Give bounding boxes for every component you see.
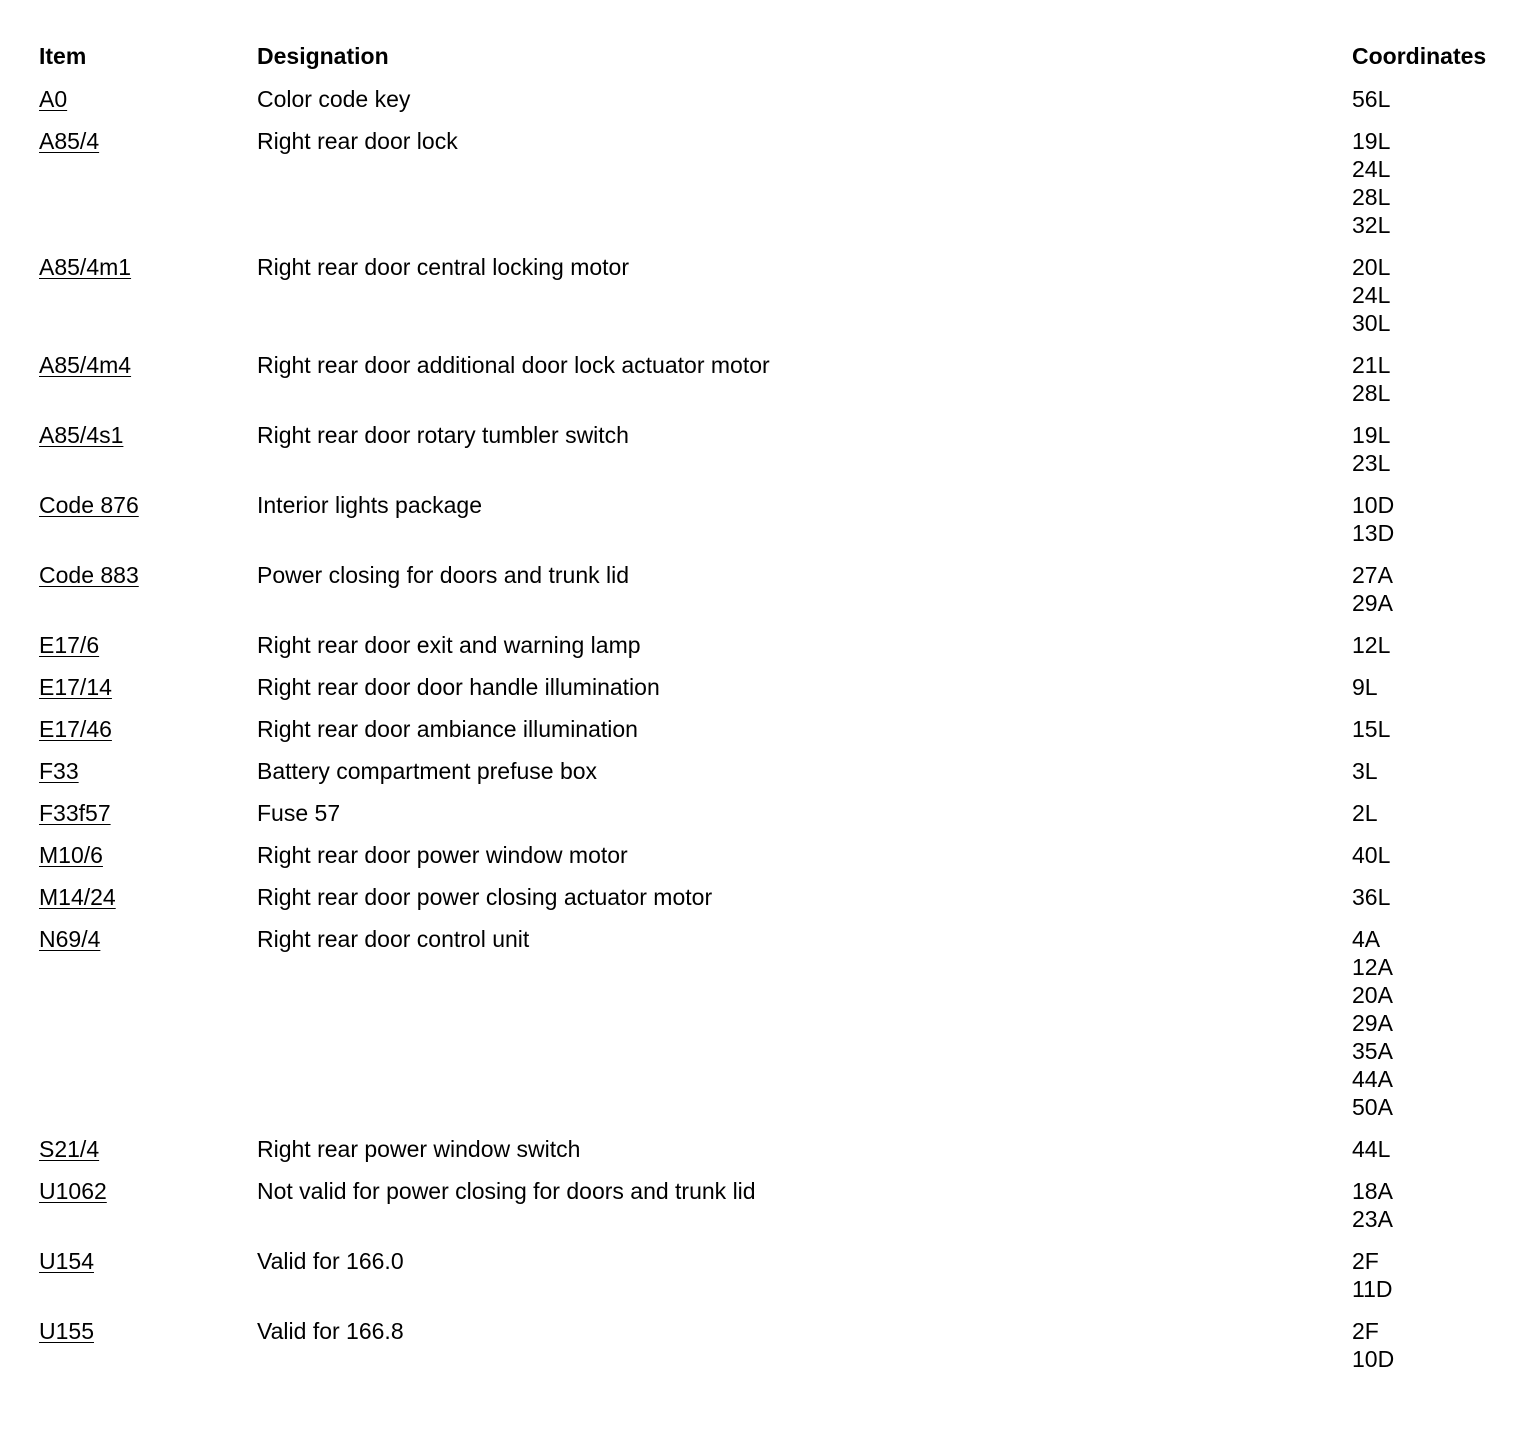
coordinates-list: [1352, 351, 1390, 407]
coordinate-value: 20L: [1352, 254, 1391, 280]
item-link[interactable]: E17/6: [39, 632, 100, 658]
coordinate-value: 23L: [1352, 450, 1391, 476]
table-row: [0, 757, 1536, 799]
designation-text: Right rear door control unit: [257, 926, 530, 952]
designation-text: Right rear door exit and warning lamp: [257, 632, 641, 658]
designation-text: Color code key: [257, 86, 411, 112]
table-row: [0, 561, 1536, 631]
coordinate-value: 11D: [1352, 1276, 1393, 1302]
coordinates-list: [1352, 491, 1394, 547]
coordinate-value: 44L: [1352, 1136, 1391, 1162]
designation-text: Right rear door lock: [257, 128, 458, 154]
coordinate-value: 29A: [1352, 590, 1393, 616]
item-link[interactable]: Code 876: [39, 492, 139, 518]
designation-text: Valid for 166.8: [257, 1318, 404, 1344]
coordinate-value: 13D: [1352, 520, 1395, 546]
item-link[interactable]: E17/46: [39, 716, 112, 742]
coordinate-value: 2F: [1352, 1318, 1379, 1344]
coordinate-value: 35A: [1352, 1038, 1393, 1064]
coordinate-value: 2F: [1352, 1248, 1379, 1274]
coordinate-value: 3L: [1352, 758, 1378, 784]
coordinate-value: 15L: [1352, 716, 1391, 742]
coordinate-value: 36L: [1352, 884, 1391, 910]
item-link[interactable]: E17/14: [39, 674, 112, 700]
coordinates-list: [1352, 631, 1390, 659]
coordinate-value: 27A: [1352, 562, 1393, 588]
designation-text: Interior lights package: [257, 492, 483, 518]
coordinate-value: 18A: [1352, 1178, 1393, 1204]
coordinates-list: [1352, 1317, 1394, 1373]
item-link[interactable]: U154: [39, 1248, 94, 1274]
table-row: [0, 491, 1536, 561]
coordinate-value: 21L: [1352, 352, 1391, 378]
item-column-header: Item: [39, 43, 87, 69]
item-link[interactable]: F33: [39, 758, 79, 784]
coordinate-value: 24L: [1352, 156, 1391, 182]
item-link[interactable]: N69/4: [39, 926, 101, 952]
coordinate-value: 20A: [1352, 982, 1393, 1008]
designation-text: Battery compartment prefuse box: [257, 758, 598, 784]
coordinates-list: [1352, 841, 1390, 869]
table-row: [0, 715, 1536, 757]
coordinates-list: [1352, 799, 1378, 827]
item-link[interactable]: A85/4: [39, 128, 100, 154]
coordinates-list: [1352, 253, 1390, 337]
item-link[interactable]: U1062: [39, 1178, 107, 1204]
designation-text: Right rear door ambiance illumination: [257, 716, 638, 742]
coordinate-value: 29A: [1352, 1010, 1393, 1036]
table-row: [0, 631, 1536, 673]
coordinate-value: 50A: [1352, 1094, 1393, 1120]
table-row: [0, 1177, 1536, 1247]
item-link[interactable]: A85/4s1: [39, 422, 124, 448]
table-body: [0, 85, 1536, 1387]
designation-text: Right rear door central locking motor: [257, 254, 629, 280]
coordinate-value: 19L: [1352, 128, 1391, 154]
coordinates-column-header: Coordinates: [1352, 43, 1487, 69]
coordinates-list: [1352, 127, 1390, 239]
coordinate-value: 9L: [1352, 674, 1378, 700]
designation-text: Right rear power window switch: [257, 1136, 581, 1162]
coordinate-value: 4A: [1352, 926, 1381, 952]
item-link[interactable]: S21/4: [39, 1136, 100, 1162]
coordinates-list: [1352, 1177, 1393, 1233]
coordinates-list: [1352, 1247, 1393, 1303]
coordinate-value: 10D: [1352, 492, 1395, 518]
item-link[interactable]: F33f57: [39, 800, 111, 826]
coordinates-list: [1352, 715, 1390, 743]
item-link[interactable]: Code 883: [39, 562, 139, 588]
table-row: [0, 351, 1536, 421]
component-legend-table: [0, 42, 1536, 1387]
designation-text: Right rear door additional door lock actuator motor: [257, 352, 770, 378]
coordinate-value: 44A: [1352, 1066, 1393, 1092]
coordinate-value: 12L: [1352, 632, 1391, 658]
item-link[interactable]: M10/6: [39, 842, 103, 868]
coordinate-value: 28L: [1352, 380, 1391, 406]
coordinate-value: 40L: [1352, 842, 1391, 868]
coordinates-list: [1352, 1135, 1390, 1163]
table-row: [0, 1317, 1536, 1387]
coordinates-list: [1352, 925, 1393, 1121]
table-row: [0, 883, 1536, 925]
coordinate-value: 30L: [1352, 310, 1391, 336]
item-link[interactable]: A85/4m1: [39, 254, 132, 280]
designation-column-header: Designation: [257, 43, 389, 69]
table-row: [0, 925, 1536, 1135]
table-row: [0, 127, 1536, 253]
table-row: [0, 673, 1536, 715]
designation-text: Right rear door power closing actuator motor: [257, 884, 713, 910]
coordinate-value: 2L: [1352, 800, 1378, 826]
coordinates-list: [1352, 757, 1378, 785]
designation-text: Right rear door rotary tumbler switch: [257, 422, 629, 448]
item-link[interactable]: A0: [39, 86, 68, 112]
table-row: [0, 85, 1536, 127]
designation-text: Right rear door power window motor: [257, 842, 628, 868]
item-link[interactable]: A85/4m4: [39, 352, 132, 378]
table-row: [0, 421, 1536, 491]
table-row: [0, 253, 1536, 351]
coordinates-list: [1352, 561, 1393, 617]
coordinate-value: 10D: [1352, 1346, 1395, 1372]
coordinates-list: [1352, 421, 1390, 477]
table-header-row: [0, 42, 1536, 85]
coordinate-value: 32L: [1352, 212, 1391, 238]
coordinates-list: [1352, 673, 1378, 701]
coordinate-value: 12A: [1352, 954, 1393, 980]
coordinate-value: 19L: [1352, 422, 1391, 448]
coordinate-value: 56L: [1352, 86, 1391, 112]
table-row: [0, 1247, 1536, 1317]
coordinate-value: 23A: [1352, 1206, 1393, 1232]
table-row: [0, 1135, 1536, 1177]
table-row: [0, 841, 1536, 883]
item-link[interactable]: M14/24: [39, 884, 116, 910]
designation-text: Not valid for power closing for doors and trunk lid: [257, 1178, 756, 1204]
coordinates-list: [1352, 85, 1390, 113]
coordinates-list: [1352, 883, 1390, 911]
coordinate-value: 28L: [1352, 184, 1391, 210]
designation-text: Power closing for doors and trunk lid: [257, 562, 630, 588]
item-link[interactable]: U155: [39, 1318, 94, 1344]
table-row: [0, 799, 1536, 841]
coordinate-value: 24L: [1352, 282, 1391, 308]
designation-text: Valid for 166.0: [257, 1248, 404, 1274]
designation-text: Fuse 57: [257, 800, 341, 826]
designation-text: Right rear door door handle illumination: [257, 674, 660, 700]
